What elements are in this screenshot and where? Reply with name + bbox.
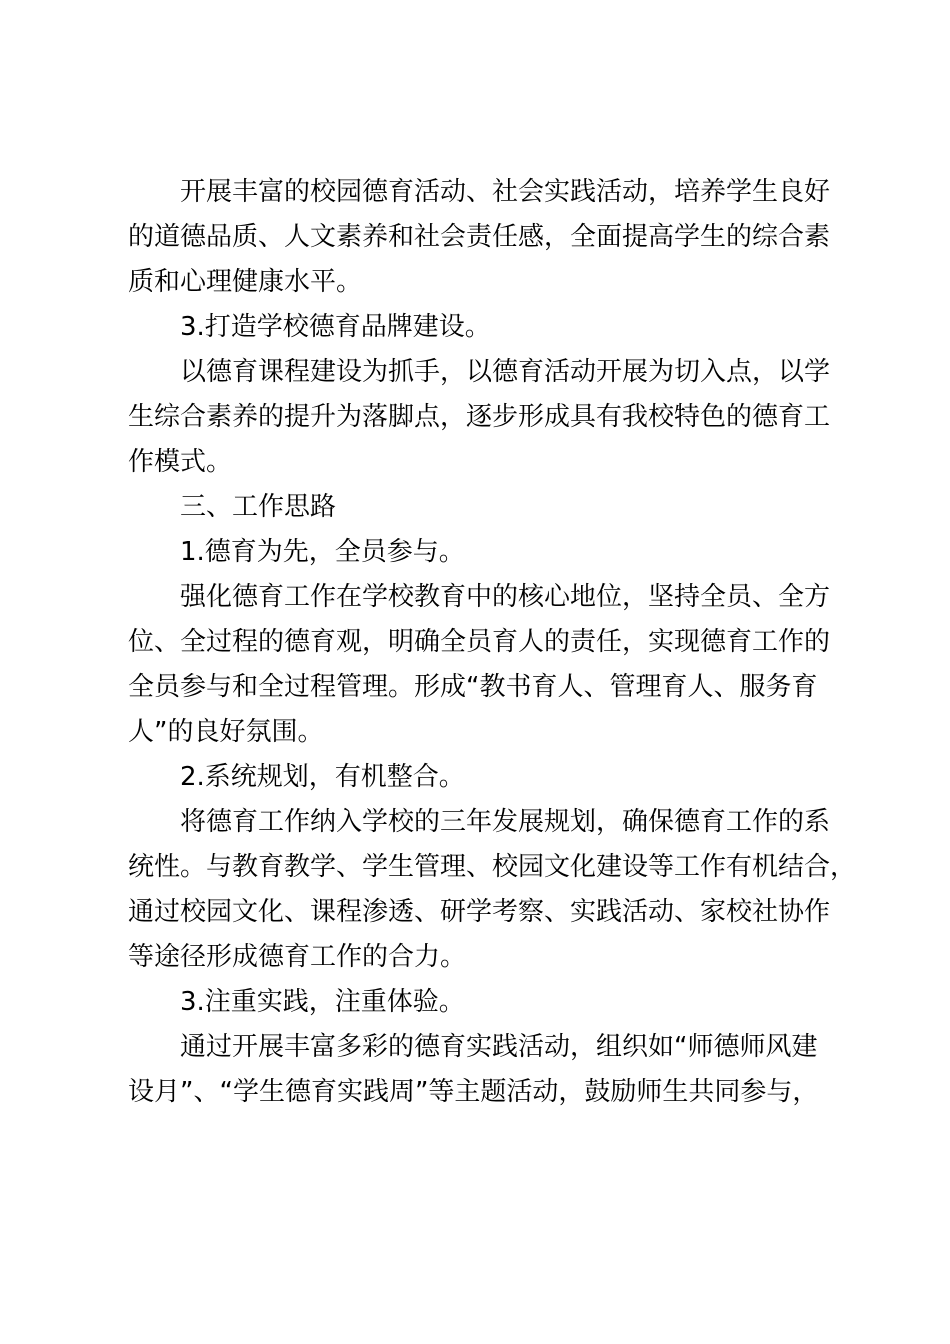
text-line: 作模式。 xyxy=(128,447,233,477)
text-line: 3.注重实践，注重体验。 xyxy=(180,987,465,1017)
text-line: 1.德育为先，全员参与。 xyxy=(180,537,465,567)
text-line: 人”的良好氛围。 xyxy=(128,717,324,747)
text-line: 将德育工作纳入学校的三年发展规划，确保德育工作的系 xyxy=(180,807,831,837)
paragraph xyxy=(128,305,832,350)
text-line: 2.系统规划，有机整合。 xyxy=(180,762,465,792)
text-line: 的道德品质、人文素养和社会责任感，全面提高学生的综合素 xyxy=(128,222,831,252)
document-body xyxy=(128,170,857,1115)
text-line: 强化德育工作在学校教育中的核心地位，坚持全员、全方 xyxy=(180,582,831,612)
text-line: 设月”、“学生德育实践周”等主题活动，鼓励师生共同参与， xyxy=(128,1077,819,1107)
paragraph xyxy=(128,575,832,755)
text-line: 以德育课程建设为抓手，以德育活动开展为切入点，以学 xyxy=(180,357,831,387)
paragraph xyxy=(128,485,832,530)
text-line: 开展丰富的校园德育活动、社会实践活动，培养学生良好 xyxy=(180,177,831,207)
text-line: 全员参与和全过程管理。形成“教书育人、管理育人、服务育 xyxy=(128,672,818,702)
paragraph xyxy=(128,800,857,980)
paragraph xyxy=(128,1025,832,1115)
text-line: 通过开展丰富多彩的德育实践活动，组织如“师德师风建 xyxy=(180,1032,818,1062)
text-line: 三、工作思路 xyxy=(180,492,337,522)
text-line: 统性。与教育教学、学生管理、校园文化建设等工作有机结合， xyxy=(128,852,857,882)
paragraph xyxy=(128,980,832,1025)
text-line: 质和心理健康水平。 xyxy=(128,267,363,297)
text-line: 生综合素养的提升为落脚点，逐步形成具有我校特色的德育工 xyxy=(128,402,831,432)
text-line: 通过校园文化、课程渗透、研学考察、实践活动、家校社协作 xyxy=(128,897,831,927)
text-line: 等途径形成德育工作的合力。 xyxy=(128,942,467,972)
text-line: 位、全过程的德育观，明确全员育人的责任，实现德育工作的 xyxy=(128,627,831,657)
paragraph xyxy=(128,530,832,575)
paragraph xyxy=(128,350,832,485)
text-line: 3.打造学校德育品牌建设。 xyxy=(180,312,491,342)
paragraph xyxy=(128,755,832,800)
paragraph xyxy=(128,170,832,305)
